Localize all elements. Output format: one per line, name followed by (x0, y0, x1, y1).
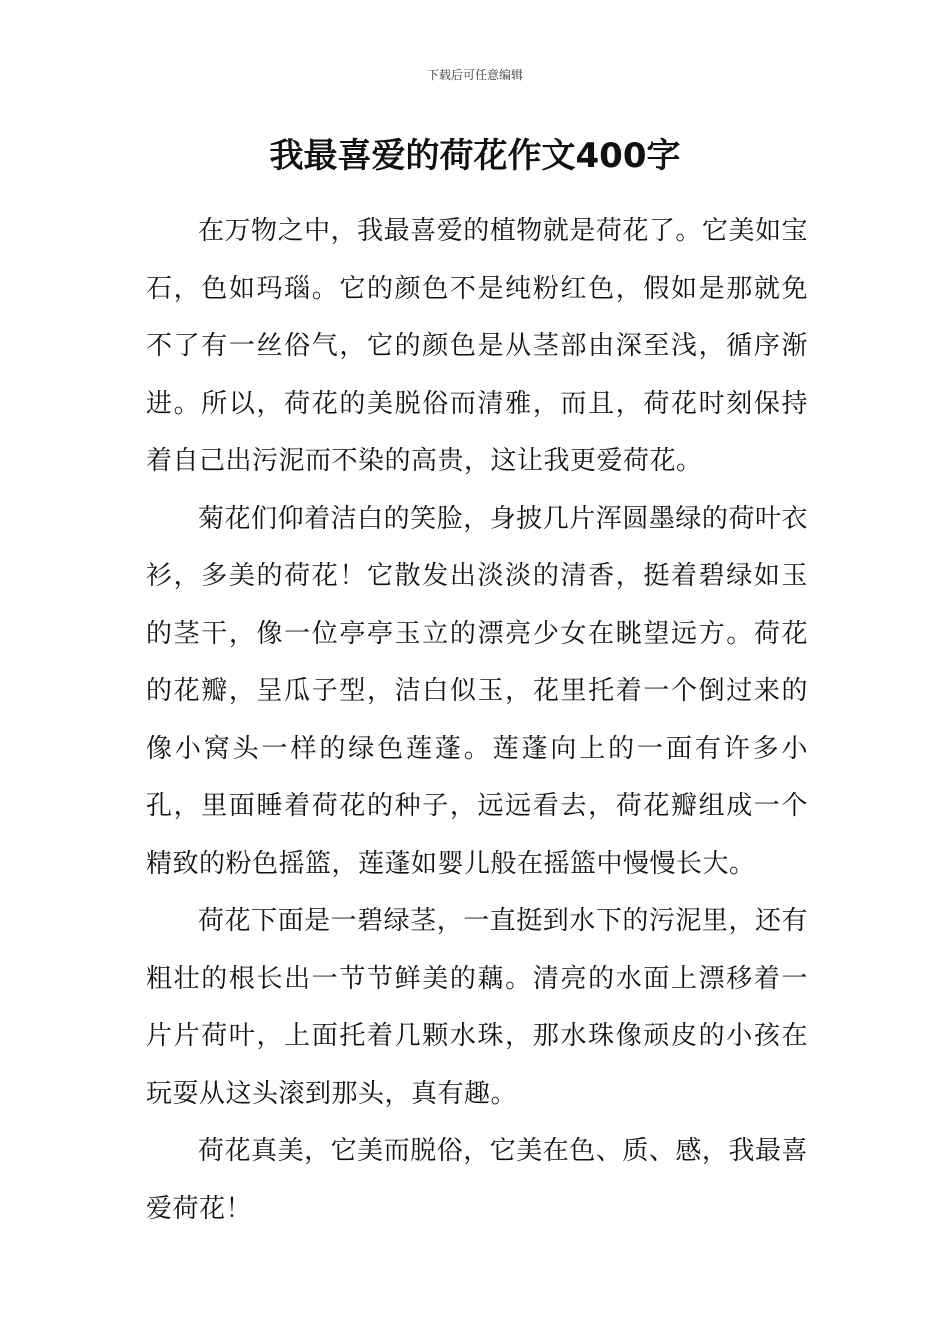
page-header-note: 下载后可任意编辑 (426, 68, 523, 82)
paragraph: 荷花下面是一碧绿茎，一直挺到水下的污泥里，还有粗壮的根长出一节节鲜美的藕。清亮的水面上漂移着一片片荷叶，上面托着几颗水珠，那水珠像顽皮的小孩在玩耍从这头滚到那头，真有趣。 (146, 906, 808, 1109)
paragraph: 在万物之中，我最喜爱的植物就是荷花了。它美如宝石，色如玛瑙。它的颜色不是纯粉红色，假如是那就免不了有一丝俗气，它的颜色是从茎部由深至浅，循序渐进。所以，荷花的美脱俗而清雅，而且，荷花时刻保持着自己出污泥而不染的高贵，这让我更爱荷花。 (146, 216, 808, 476)
document-body (146, 203, 808, 1238)
paragraph: 菊花们仰着洁白的笑脸，身披几片浑圆墨绿的荷叶衣衫，多美的荷花！它散发出淡淡的清香，挺着碧绿如玉的茎干，像一位亭亭玉立的漂亮少女在眺望远方。荷花的花瓣，呈瓜子型，洁白似玉，花里托着一个倒过来的像小窝头一样的绿色莲蓬。莲蓬向上的一面有许多小孔，里面睡着荷花的种子，远远看去，荷花瓣组成一个精致的粉色摇篮，莲蓬如婴儿般在摇篮中慢慢长大。 (146, 503, 808, 879)
paragraph: 荷花真美，它美而脱俗，它美在色、质、感，我最喜爱荷花！ (146, 1136, 808, 1224)
document-title: 我最喜爱的荷花作文400字 (269, 136, 681, 176)
